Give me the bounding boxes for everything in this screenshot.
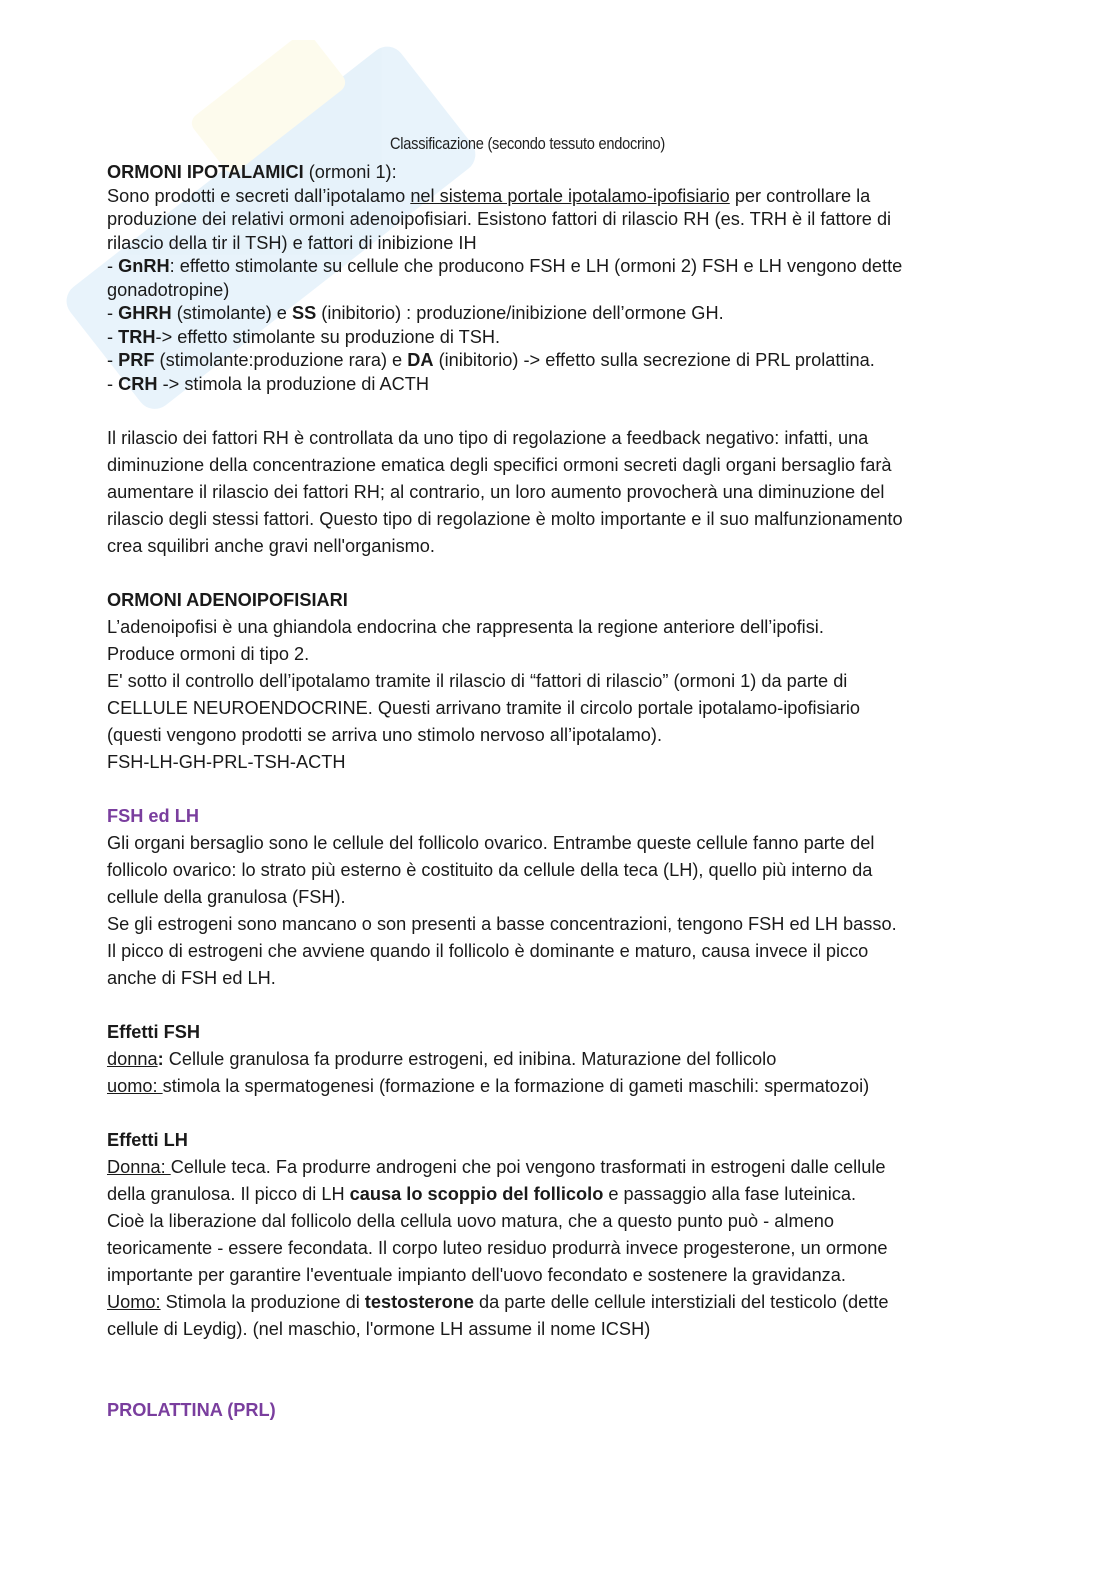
- list-item-prf: - PRF (stimolante:produzione rara) e DA (inibitorio) -> effetto sulla secrezione di PRL prolattina.: [107, 350, 875, 370]
- section-heading: Effetti FSH: [107, 1022, 200, 1042]
- label-uomo: uomo:: [107, 1076, 163, 1096]
- list-item-gnrh: - GnRH: effetto stimolante su cellule che producono FSH e LH (ormoni 2) FSH e LH vengono dette: [107, 256, 903, 276]
- label-donna: donna: [107, 1049, 158, 1069]
- list-item-crh: - CRH -> stimola la produzione di ACTH: [107, 373, 429, 394]
- section-hypothalamic-hormones: ORMONI IPOTALAMICI (ormoni 1): Sono prodotti e secreti dall’ipotalamo nel sistema portale ipotalamo-ipofisiario per controllare la produzione dei relativi ormoni adenoipofisiari. Esistono fattori di rilascio RH (es. TRH è il fattore di rilascio della tir il TSH) e fattori di inibizione IH - GnRH: effetto stimolante su cellule che producono FSH e LH (ormoni 2) FSH e LH vengono dette gonadotropine) - GHRH (stimolante) e SS (inibitorio) : produzione/inibizione dell’ormone GH. - TRH-> effetto stimolante su produzione di TSH. - PRF (stimolante:produzione rara) e DA (inibitorio) -> effetto sulla secrezione di PRL prolattina. - CRH -> stimola la produzione di ACTH: [107, 161, 1007, 396]
- section-heading: FSH ed LH: [107, 806, 199, 826]
- list-item-trh: - TRH-> effetto stimolante su produzione di TSH.: [107, 326, 501, 347]
- section-adenohypophysis: ORMONI ADENOIPOFISIARI L’adenoipofisi è una ghiandola endocrina che rappresenta la regione anteriore dell’ipofisi. Produce ormoni di tipo 2. E' sotto il controllo dell’ipotalamo tramite il rilascio di “fattori di rilascio” (ormoni 1) da parte di CELLULE NEUROENDOCRINE. Questi arrivano tramite il circolo portale ipotalamo-ipofisiario (questi vengono prodotti se arriva uno stimolo nervoso all’ipotalamo). FSH-LH-GH-PRL-TSH-ACTH: [107, 587, 1007, 776]
- section-heading: ORMONI IPOTALAMICI: [107, 162, 304, 182]
- document-title: Classificazione (secondo tessuto endocrino): [390, 134, 665, 153]
- section-effects-lh: Effetti LH Donna: Cellule teca. Fa produrre androgeni che poi vengono trasformati in estrogeni dalle cellule della granulosa. Il picco di LH causa lo scoppio del follicolo e passaggio alla fase luteinica. Cioè la liberazione dal follicolo della cellula uovo matura, che a questo punto può - almeno teoricamente - essere fecondata. Il corpo luteo residuo produrrà invece progesterone, un ormone importante per garantire l'eventuale impianto dell'uovo fecondato e sostenere la gravidanza. Uomo: Stimola la produzione di testosterone da parte delle cellule interstiziali del testicolo (dette cellule di Leydig). (nel maschio, l'ormone LH assume il nome ICSH): [107, 1127, 1007, 1343]
- section-effects-fsh: Effetti FSH donna: Cellule granulosa fa produrre estrogeni, ed inibina. Maturazione del follicolo uomo: stimola la spermatogenesi (formazione e la formazione di gameti maschili: spermatozoi): [107, 1019, 1007, 1100]
- section-fsh-lh: FSH ed LH Gli organi bersaglio sono le cellule del follicolo ovarico. Entrambe queste cellule fanno parte del follicolo ovarico: lo strato più esterno è costituito da cellule della teca (LH), quello più interno da cellule della granulosa (FSH). Se gli estrogeni sono mancano o son presenti a basse concentrazioni, tengono FSH ed LH basso. Il picco di estrogeni che avviene quando il follicolo è dominante e maturo, causa invece il picco anche di FSH ed LH.: [107, 803, 1007, 992]
- paragraph-feedback: Il rilascio dei fattori RH è controllata da uno tipo di regolazione a feedback negativo: infatti, una diminuzione della concentrazione ematica degli specifici ormoni secreti dagli organi bersaglio farà aumentare il rilascio dei fattori RH; al contrario, un loro aumento provocherà una diminuzione del rilascio degli stessi fattori. Questo tipo di regolazione è molto importante e il suo malfunzionamento crea squilibri anche gravi nell'organismo.: [107, 428, 903, 556]
- label-uomo: Uomo:: [107, 1292, 161, 1312]
- section-heading: PROLATTINA (PRL): [107, 1400, 276, 1420]
- list-item-ghrh: - GHRH (stimolante) e SS (inibitorio) : produzione/inibizione dell’ormone GH.: [107, 303, 724, 323]
- section-prolactin: [107, 1397, 1007, 1424]
- section-heading: Effetti LH: [107, 1130, 188, 1150]
- section-heading: ORMONI ADENOIPOFISIARI: [107, 590, 348, 610]
- label-donna: Donna:: [107, 1157, 171, 1177]
- underlined-phrase: nel sistema portale ipotalamo-ipofisiario: [410, 185, 730, 206]
